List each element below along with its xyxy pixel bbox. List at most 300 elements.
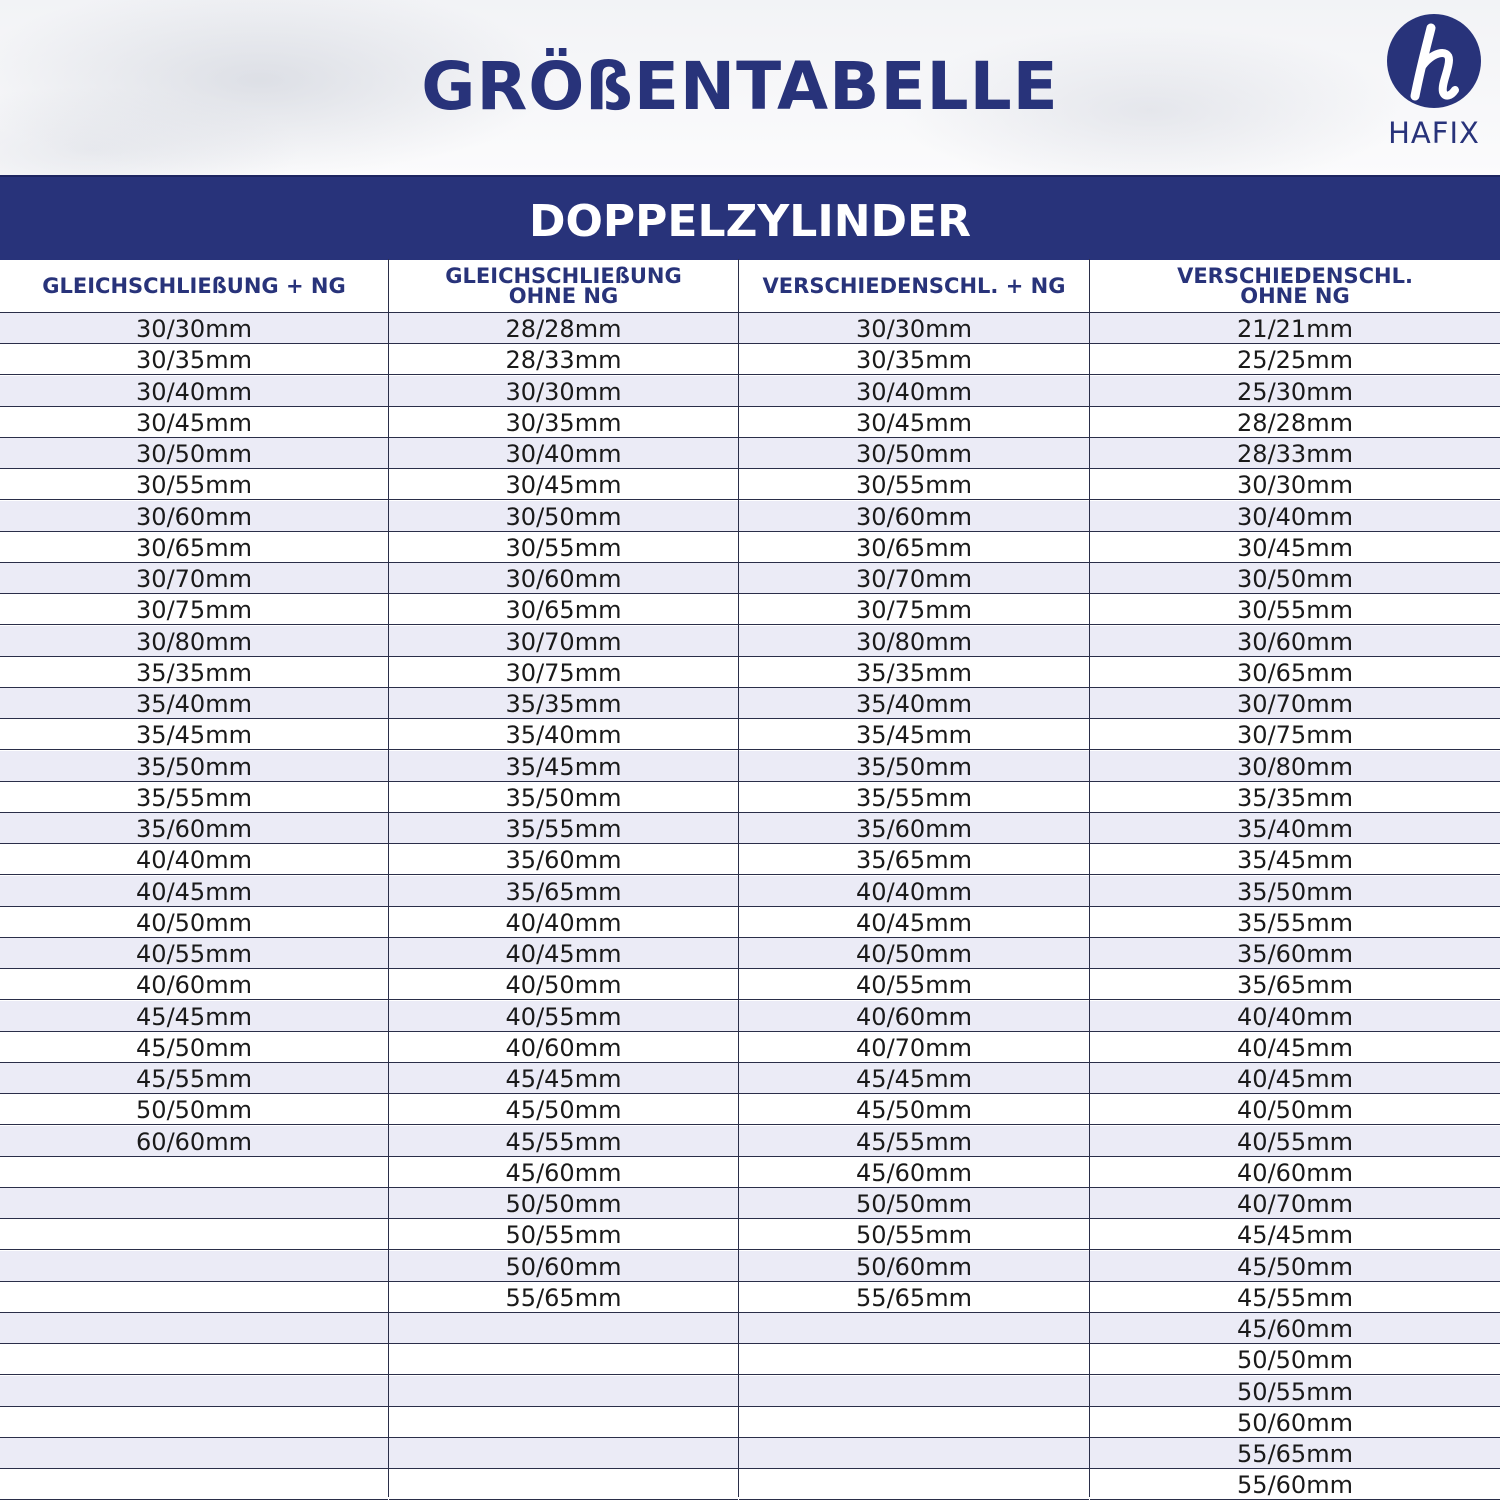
cell-value: 30/80mm — [856, 627, 972, 656]
table-cell — [389, 1282, 738, 1313]
table-cell — [739, 501, 1089, 532]
table-cell — [739, 626, 1089, 657]
table-cell — [0, 1251, 388, 1282]
table-cell — [389, 844, 738, 875]
table-cell — [389, 969, 738, 1000]
cell-value: 50/55mm — [856, 1221, 972, 1250]
table-cell — [1090, 594, 1500, 625]
cell-value: 25/30mm — [1237, 377, 1353, 406]
table-cell — [1090, 1094, 1500, 1125]
table-cell — [0, 501, 388, 532]
table-cell — [739, 563, 1089, 594]
cell-value: 35/55mm — [136, 783, 252, 812]
table-cell — [1090, 1469, 1500, 1500]
table-cell — [389, 1344, 738, 1375]
cell-value: 40/45mm — [136, 877, 252, 906]
cell-value: 55/65mm — [856, 1283, 972, 1312]
cell-value: 50/55mm — [1237, 1377, 1353, 1406]
cell-value: 35/50mm — [1237, 877, 1353, 906]
table-cell — [389, 1438, 738, 1469]
cell-value: 30/40mm — [1237, 502, 1353, 531]
table-cell — [389, 1376, 738, 1407]
table-cell — [0, 782, 388, 813]
cell-value: 30/70mm — [856, 565, 972, 593]
table-cell — [739, 719, 1089, 750]
cell-value: 35/40mm — [1237, 815, 1353, 843]
cell-value: 40/45mm — [856, 908, 972, 937]
cell-value: 30/45mm — [136, 408, 252, 437]
table-cell — [739, 969, 1089, 1000]
cell-value: 45/45mm — [136, 1002, 252, 1031]
table-cell — [0, 313, 388, 344]
table-cell — [0, 1188, 388, 1219]
cell-value: 45/55mm — [1237, 1283, 1353, 1312]
cell-value: 40/70mm — [1237, 1190, 1353, 1218]
table-cell — [389, 1188, 738, 1219]
cell-value: 30/75mm — [856, 596, 972, 625]
cell-value: 40/60mm — [856, 1002, 972, 1031]
cell-value: 45/55mm — [505, 1127, 622, 1156]
cell-value: 35/40mm — [136, 690, 252, 718]
table-cell — [389, 813, 738, 844]
cell-value: 30/60mm — [1237, 627, 1353, 656]
cell-value: 35/35mm — [136, 658, 252, 687]
cell-value: 28/33mm — [1237, 440, 1353, 468]
table-cell — [739, 876, 1089, 907]
cell-value: 30/60mm — [856, 502, 972, 531]
table-cell — [1090, 1188, 1500, 1219]
cell-value: 45/50mm — [505, 1096, 622, 1125]
cell-value: 45/55mm — [136, 1065, 252, 1093]
table-cell — [1090, 1001, 1500, 1032]
table-cell — [1090, 469, 1500, 500]
cell-value: 45/50mm — [136, 1033, 252, 1062]
table-cell — [739, 313, 1089, 344]
cell-value: 40/50mm — [136, 908, 252, 937]
cell-value: 30/30mm — [856, 315, 972, 343]
brand-logo — [1384, 14, 1484, 154]
table-cell — [1090, 938, 1500, 969]
cell-value: 30/30mm — [505, 377, 622, 406]
table-cell — [1090, 1126, 1500, 1157]
cell-value: 50/50mm — [136, 1096, 252, 1125]
table-cell — [0, 938, 388, 969]
table-cell — [739, 1469, 1089, 1500]
table-cell — [389, 751, 738, 782]
cell-value: 40/40mm — [505, 908, 622, 937]
column-header — [1090, 259, 1500, 313]
section-title: DOPPELZYLINDER — [529, 196, 971, 247]
table-cell — [389, 938, 738, 969]
table-cell — [739, 376, 1089, 407]
cell-value: 35/55mm — [1237, 908, 1353, 937]
cell-value: 30/80mm — [1237, 752, 1353, 781]
cell-value: 40/70mm — [856, 1033, 972, 1062]
table-cell — [0, 751, 388, 782]
table-cell — [739, 407, 1089, 438]
table-cell — [389, 907, 738, 938]
cell-value: 35/60mm — [1237, 940, 1353, 968]
cell-value: 28/33mm — [505, 346, 622, 375]
column-divider — [738, 259, 739, 1497]
cell-value: 35/55mm — [856, 783, 972, 812]
table-cell — [0, 1282, 388, 1313]
table-cell — [389, 376, 738, 407]
table-cell — [1090, 876, 1500, 907]
cell-value: 25/25mm — [1237, 346, 1353, 375]
cell-value: 30/75mm — [1237, 721, 1353, 750]
table-cell — [1090, 1282, 1500, 1313]
table-cell — [739, 1407, 1089, 1438]
table-cell — [389, 1126, 738, 1157]
column-divider — [388, 259, 389, 1497]
table-cell — [389, 1094, 738, 1125]
column-header-line: OHNE NG — [508, 283, 619, 308]
cell-value: 40/55mm — [136, 940, 252, 968]
cell-value: 35/40mm — [856, 690, 972, 718]
cell-value: 40/50mm — [1237, 1096, 1353, 1125]
table-cell — [389, 1032, 738, 1063]
table-cell — [389, 563, 738, 594]
table-cell — [739, 1157, 1089, 1188]
table-cell — [1090, 438, 1500, 469]
cell-value: 30/50mm — [136, 440, 252, 468]
cell-value: 30/65mm — [505, 596, 622, 625]
table-cell — [0, 813, 388, 844]
column-header-line: VERSCHIEDENSCHL. — [1177, 263, 1413, 288]
table-cell — [1090, 532, 1500, 563]
cell-value: 35/50mm — [505, 783, 622, 812]
cell-value: 40/40mm — [136, 846, 252, 875]
table-column — [389, 259, 738, 1500]
table-cell — [0, 626, 388, 657]
cell-value: 40/55mm — [1237, 1127, 1353, 1156]
cell-value: 50/60mm — [856, 1252, 972, 1281]
table-cell — [389, 657, 738, 688]
cell-value: 30/55mm — [136, 471, 252, 500]
table-cell — [389, 1063, 738, 1094]
cell-value: 45/50mm — [856, 1096, 972, 1125]
table-cell — [739, 1063, 1089, 1094]
table-cell — [0, 719, 388, 750]
cell-value: 30/30mm — [1237, 471, 1353, 500]
table-cell — [739, 1219, 1089, 1250]
cell-value: 45/45mm — [1237, 1221, 1353, 1250]
cell-value: 30/35mm — [856, 346, 972, 375]
section-band — [0, 175, 1500, 260]
cell-value: 40/60mm — [505, 1033, 622, 1062]
table-cell — [0, 1157, 388, 1188]
cell-value: 40/60mm — [136, 971, 252, 1000]
table-cell — [0, 1344, 388, 1375]
cell-value: 30/40mm — [136, 377, 252, 406]
table-cell — [389, 719, 738, 750]
size-table — [0, 259, 1500, 1500]
table-cell — [1090, 1438, 1500, 1469]
cell-value: 35/45mm — [505, 752, 622, 781]
column-header-line: VERSCHIEDENSCHL. + NG — [762, 273, 1066, 298]
table-cell — [389, 1001, 738, 1032]
cell-value: 35/60mm — [136, 815, 252, 843]
cell-value: 30/75mm — [505, 658, 622, 687]
cell-value: 30/50mm — [1237, 565, 1353, 593]
table-cell — [0, 1313, 388, 1344]
column-divider — [1089, 259, 1090, 1497]
table-cell — [739, 938, 1089, 969]
table-cell — [739, 844, 1089, 875]
table-cell — [1090, 407, 1500, 438]
table-cell — [739, 1001, 1089, 1032]
cell-value: 28/28mm — [505, 315, 622, 343]
cell-value: 35/40mm — [505, 721, 622, 750]
cell-value: 30/45mm — [856, 408, 972, 437]
cell-value: 30/55mm — [856, 471, 972, 500]
cell-value: 45/45mm — [505, 1065, 622, 1093]
table-cell — [389, 407, 738, 438]
table-cell — [1090, 657, 1500, 688]
column-header-line: GLEICHSCHLIEßUNG — [445, 263, 682, 288]
table-cell — [1090, 563, 1500, 594]
table-cell — [739, 1438, 1089, 1469]
table-cell — [1090, 782, 1500, 813]
table-column — [739, 259, 1089, 1500]
table-cell — [739, 1126, 1089, 1157]
table-cell — [1090, 1032, 1500, 1063]
cell-value: 35/35mm — [505, 690, 622, 718]
table-cell — [1090, 313, 1500, 344]
cell-value: 30/70mm — [136, 565, 252, 593]
table-cell — [1090, 376, 1500, 407]
table-cell — [0, 1376, 388, 1407]
table-cell — [0, 1094, 388, 1125]
table-cell — [739, 532, 1089, 563]
table-cell — [389, 1313, 738, 1344]
table-cell — [739, 657, 1089, 688]
cell-value: 30/40mm — [856, 377, 972, 406]
table-cell — [389, 1407, 738, 1438]
cell-value: 35/35mm — [1237, 783, 1353, 812]
table-cell — [389, 501, 738, 532]
table-cell — [739, 344, 1089, 375]
table-cell — [1090, 688, 1500, 719]
cell-value: 30/50mm — [505, 502, 622, 531]
cell-value: 40/50mm — [505, 971, 622, 1000]
table-cell — [1090, 1063, 1500, 1094]
table-cell — [389, 876, 738, 907]
table-cell — [739, 1188, 1089, 1219]
table-cell — [739, 1032, 1089, 1063]
table-cell — [389, 688, 738, 719]
table-cell — [1090, 501, 1500, 532]
table-cell — [0, 1219, 388, 1250]
table-cell — [0, 1438, 388, 1469]
table-cell — [739, 782, 1089, 813]
table-cell — [389, 594, 738, 625]
column-header — [0, 259, 388, 313]
cell-value: 35/65mm — [1237, 971, 1353, 1000]
table-cell — [389, 1219, 738, 1250]
cell-value: 40/50mm — [856, 940, 972, 968]
table-cell — [1090, 907, 1500, 938]
table-cell — [0, 688, 388, 719]
table-cell — [739, 1376, 1089, 1407]
table-cell — [389, 626, 738, 657]
table-cell — [739, 469, 1089, 500]
cell-value: 35/45mm — [1237, 846, 1353, 875]
table-cell — [0, 469, 388, 500]
table-cell — [0, 1407, 388, 1438]
cell-value: 35/50mm — [856, 752, 972, 781]
table-cell — [739, 813, 1089, 844]
column-header-line: GLEICHSCHLIEßUNG + NG — [42, 273, 346, 298]
cell-value: 55/65mm — [505, 1283, 622, 1312]
table-cell — [739, 1344, 1089, 1375]
cell-value: 30/60mm — [136, 502, 252, 531]
cell-value: 30/30mm — [136, 315, 252, 343]
cell-value: 30/50mm — [856, 440, 972, 468]
table-cell — [0, 407, 388, 438]
table-cell — [1090, 344, 1500, 375]
column-header-line: OHNE NG — [1240, 283, 1350, 308]
cell-value: 40/45mm — [505, 940, 622, 968]
cell-value: 21/21mm — [1237, 315, 1353, 343]
cell-value: 55/65mm — [1237, 1440, 1353, 1468]
table-cell — [389, 313, 738, 344]
table-cell — [1090, 1313, 1500, 1344]
cell-value: 45/60mm — [1237, 1315, 1353, 1343]
table-cell — [389, 1157, 738, 1188]
page-title: GRÖßENTABELLE — [421, 48, 1059, 125]
cell-value: 30/70mm — [505, 627, 622, 656]
table-cell — [739, 594, 1089, 625]
column-header — [739, 259, 1089, 313]
cell-value: 50/50mm — [856, 1190, 972, 1218]
cell-value: 30/65mm — [136, 533, 252, 562]
table-cell — [1090, 1376, 1500, 1407]
table-cell — [1090, 1407, 1500, 1438]
cell-value: 30/80mm — [136, 627, 252, 656]
table-column — [0, 259, 388, 1500]
header-banner — [0, 0, 1500, 175]
table-cell — [389, 1469, 738, 1500]
cell-value: 30/65mm — [856, 533, 972, 562]
cell-value: 30/45mm — [505, 471, 622, 500]
cell-value: 30/65mm — [1237, 658, 1353, 687]
table-cell — [739, 1282, 1089, 1313]
logo-text: HAFIX — [1388, 116, 1480, 150]
column-header — [389, 259, 738, 313]
table-cell — [1090, 626, 1500, 657]
table-cell — [0, 376, 388, 407]
table-cell — [389, 532, 738, 563]
cell-value: 35/55mm — [505, 815, 622, 843]
cell-value: 40/45mm — [1237, 1065, 1353, 1093]
table-cell — [0, 1032, 388, 1063]
cell-value: 50/55mm — [505, 1221, 622, 1250]
cell-value: 45/60mm — [856, 1158, 972, 1187]
table-cell — [739, 751, 1089, 782]
table-cell — [1090, 1157, 1500, 1188]
table-cell — [389, 469, 738, 500]
table-cell — [0, 438, 388, 469]
table-cell — [1090, 844, 1500, 875]
cell-value: 35/65mm — [505, 877, 622, 906]
table-cell — [1090, 719, 1500, 750]
cell-value: 30/40mm — [505, 440, 622, 468]
table-cell — [389, 782, 738, 813]
table-cell — [0, 1063, 388, 1094]
table-cell — [739, 1251, 1089, 1282]
cell-value: 35/35mm — [856, 658, 972, 687]
table-cell — [739, 688, 1089, 719]
table-cell — [1090, 751, 1500, 782]
table-column — [1090, 259, 1500, 1500]
cell-value: 40/45mm — [1237, 1033, 1353, 1062]
cell-value: 30/55mm — [505, 533, 622, 562]
cell-value: 30/60mm — [505, 565, 622, 593]
cell-value: 45/50mm — [1237, 1252, 1353, 1281]
cell-value: 60/60mm — [136, 1127, 252, 1156]
table-cell — [0, 657, 388, 688]
cell-value: 35/45mm — [856, 721, 972, 750]
cell-value: 50/50mm — [505, 1190, 622, 1218]
cell-value: 50/50mm — [1237, 1346, 1353, 1375]
table-cell — [0, 563, 388, 594]
table-cell — [389, 438, 738, 469]
cell-value: 30/35mm — [136, 346, 252, 375]
cell-value: 28/28mm — [1237, 408, 1353, 437]
table-cell — [1090, 1344, 1500, 1375]
table-cell — [0, 1469, 388, 1500]
cell-value: 45/55mm — [856, 1127, 972, 1156]
cell-value: 40/60mm — [1237, 1158, 1353, 1187]
cell-value: 30/35mm — [505, 408, 622, 437]
cell-value: 55/60mm — [1237, 1471, 1353, 1500]
cell-value: 40/55mm — [505, 1002, 622, 1031]
cell-value: 35/65mm — [856, 846, 972, 875]
cell-value: 30/45mm — [1237, 533, 1353, 562]
cell-value: 35/45mm — [136, 721, 252, 750]
cell-value: 40/55mm — [856, 971, 972, 1000]
table-cell — [739, 907, 1089, 938]
table-cell — [0, 344, 388, 375]
table-cell — [0, 907, 388, 938]
cell-value: 50/60mm — [505, 1252, 622, 1281]
cell-value: 45/45mm — [856, 1065, 972, 1093]
table-cell — [0, 532, 388, 563]
cell-value: 40/40mm — [1237, 1002, 1353, 1031]
table-cell — [0, 969, 388, 1000]
hafix-h-logo-icon — [1387, 14, 1481, 108]
table-cell — [1090, 969, 1500, 1000]
table-cell — [1090, 1219, 1500, 1250]
table-cell — [1090, 1251, 1500, 1282]
cell-value: 35/60mm — [856, 815, 972, 843]
table-cell — [0, 844, 388, 875]
table-cell — [1090, 813, 1500, 844]
cell-value: 40/40mm — [856, 877, 972, 906]
table-cell — [739, 1094, 1089, 1125]
table-cell — [0, 594, 388, 625]
table-cell — [739, 1313, 1089, 1344]
cell-value: 50/60mm — [1237, 1408, 1353, 1437]
cell-value: 30/70mm — [1237, 690, 1353, 718]
cell-value: 30/55mm — [1237, 596, 1353, 625]
table-cell — [0, 876, 388, 907]
table-cell — [389, 344, 738, 375]
table-cell — [0, 1001, 388, 1032]
cell-value: 45/60mm — [505, 1158, 622, 1187]
